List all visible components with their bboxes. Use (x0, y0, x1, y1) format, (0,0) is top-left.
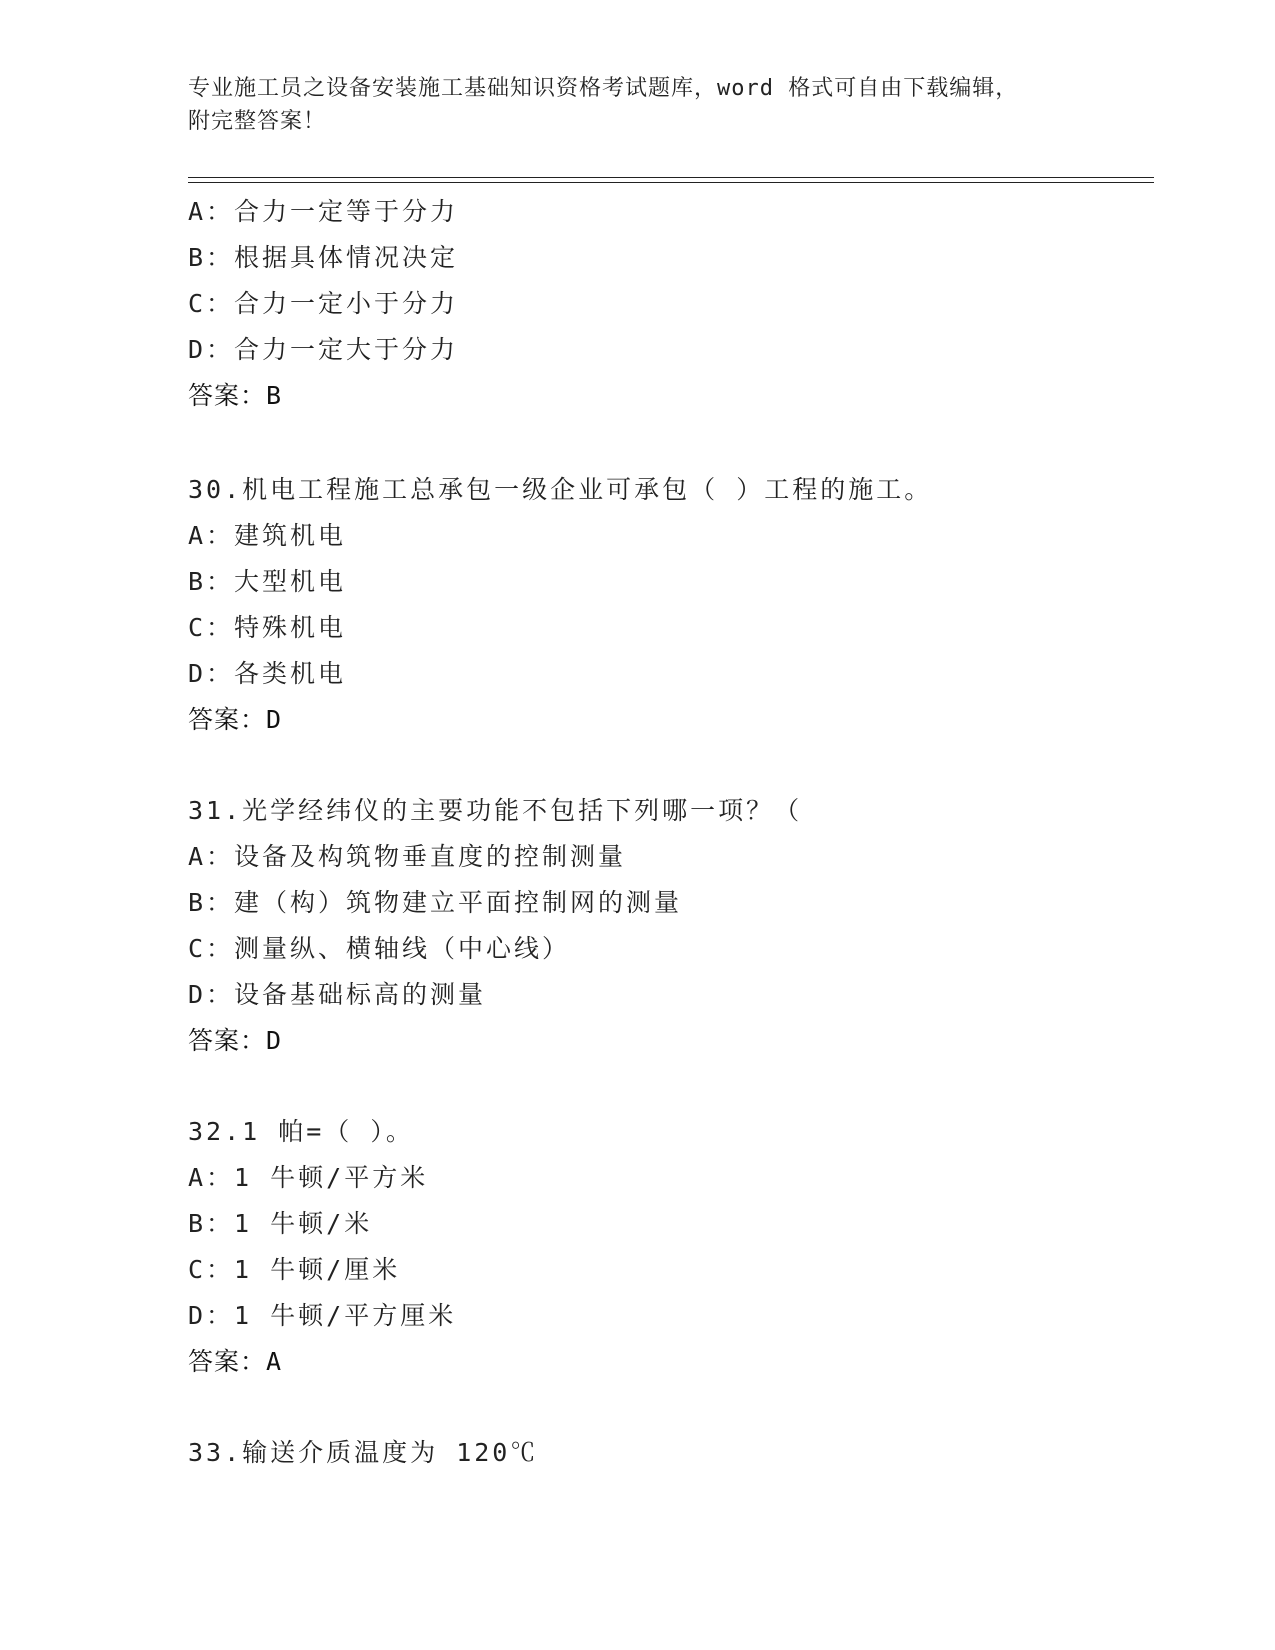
option-a: A：1 牛顿/平方米 (188, 1163, 429, 1192)
question-30 (188, 467, 932, 743)
question-29-tail (188, 189, 458, 419)
option-d: D：设备基础标高的测量 (188, 980, 487, 1009)
document-header (188, 72, 1068, 138)
answer-line: 答案：D (188, 1026, 283, 1055)
header-divider-top (188, 177, 1154, 178)
header-line-1: 专业施工员之设备安装施工基础知识资格考试题库，word 格式可自由下载编辑， (188, 76, 1019, 101)
question-32 (188, 1109, 456, 1385)
option-a: A：合力一定等于分力 (188, 197, 459, 226)
option-c: C：1 牛顿/厘米 (188, 1255, 401, 1284)
option-c: C：测量纵、横轴线（中心线） (188, 934, 571, 963)
answer-line: 答案：A (188, 1347, 283, 1376)
question-stem: 30.机电工程施工总承包一级企业可承包（ ）工程的施工。 (188, 475, 933, 504)
option-d: D：各类机电 (188, 659, 347, 688)
option-d: D：合力一定大于分力 (188, 335, 459, 364)
option-c: C：合力一定小于分力 (188, 289, 459, 318)
header-divider-bottom (188, 182, 1154, 183)
option-d: D：1 牛顿/平方厘米 (188, 1301, 457, 1330)
option-a: A：设备及构筑物垂直度的控制测量 (188, 842, 627, 871)
option-a: A：建筑机电 (188, 521, 347, 550)
question-33 (188, 1430, 538, 1476)
option-b: B：根据具体情况决定 (188, 243, 459, 272)
header-line-2: 附完整答案！ (188, 109, 327, 134)
option-b: B：大型机电 (188, 567, 347, 596)
option-b: B：1 牛顿/米 (188, 1209, 373, 1238)
option-c: C：特殊机电 (188, 613, 347, 642)
option-b: B：建（构）筑物建立平面控制网的测量 (188, 888, 683, 917)
answer-line: 答案：D (188, 705, 283, 734)
question-stem: 31.光学经纬仪的主要功能不包括下列哪一项？（ (188, 796, 803, 825)
question-stem: 32.1 帕=（ ）。 (188, 1117, 414, 1146)
answer-line: 答案：B (188, 381, 283, 410)
question-stem: 33.输送介质温度为 120℃ (188, 1438, 539, 1467)
question-31 (188, 788, 802, 1064)
